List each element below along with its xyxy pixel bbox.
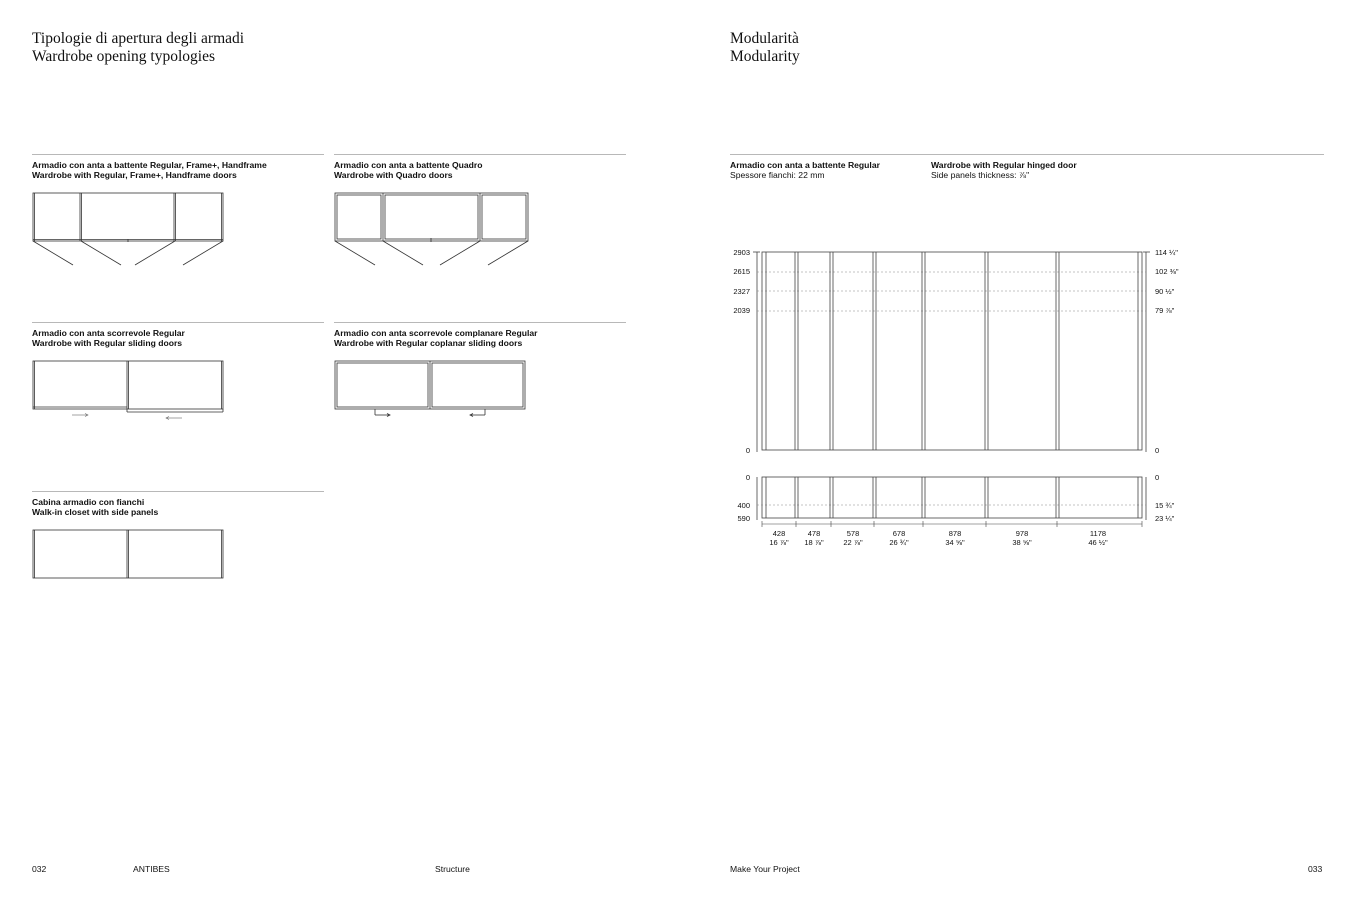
section-caption-italian: Armadio con anta a battente Quadro xyxy=(334,160,483,170)
page-number-left: 032 xyxy=(32,864,47,874)
width-label-mm: 878 xyxy=(948,529,962,538)
title-english: Wardrobe opening typologies xyxy=(32,47,215,65)
height-label-in: 114 ¼" xyxy=(1155,248,1178,257)
width-label-in: 18 ⅞" xyxy=(804,538,824,547)
section-caption-italian: Cabina armadio con fianchi xyxy=(32,497,145,507)
width-label-mm: 428 xyxy=(772,529,786,538)
height-label-in: 79 ⅞" xyxy=(1155,306,1175,315)
modularity-caption-english: Wardrobe with Regular hinged door xyxy=(931,160,1077,170)
section-caption-english: Wardrobe with Regular, Frame+, Handframe doors xyxy=(32,170,237,180)
height-label-in: 90 ½" xyxy=(1155,287,1175,296)
height-label-mm: 2039 xyxy=(733,306,750,315)
panel-thickness-italian: Spessore fianchi: 22 mm xyxy=(730,170,825,180)
modularity-caption-italian: Armadio con anta a battente Regular xyxy=(730,160,880,170)
width-label-mm: 978 xyxy=(1015,529,1029,538)
section-caption-english: Wardrobe with Regular coplanar sliding doors xyxy=(334,338,523,348)
depth-label-in: 15 ¾" xyxy=(1155,501,1175,510)
width-label-in: 38 ⅝" xyxy=(1012,538,1032,547)
section-caption-italian: Armadio con anta scorrevole Regular xyxy=(32,328,185,338)
title-italian: Tipologie di apertura degli armadi xyxy=(32,30,245,47)
footer-section: Structure xyxy=(435,864,470,874)
page-number-right: 033 xyxy=(1308,864,1323,874)
height-label-in: 0 xyxy=(1155,446,1160,455)
width-label-in: 16 ⅞" xyxy=(769,538,789,547)
section-caption-italian: Armadio con anta scorrevole complanare Regular xyxy=(334,328,538,338)
section-caption-english: Walk-in closet with side panels xyxy=(32,507,159,517)
width-label-in: 46 ½" xyxy=(1088,538,1108,547)
depth-label-mm: 590 xyxy=(737,514,750,523)
footer-brand: ANTIBES xyxy=(133,864,170,874)
depth-label-in: 23 ¼" xyxy=(1155,514,1175,523)
section-caption-english: Wardrobe with Quadro doors xyxy=(334,170,453,180)
height-label-mm: 0 xyxy=(745,446,750,455)
width-label-in: 26 ¾" xyxy=(889,538,909,547)
height-label-mm: 2903 xyxy=(733,248,750,257)
width-label-mm: 678 xyxy=(892,529,906,538)
width-label-mm: 478 xyxy=(807,529,821,538)
section-caption-english: Wardrobe with Regular sliding doors xyxy=(32,338,183,348)
width-label-in: 34 ⅝" xyxy=(945,538,965,547)
height-label-mm: 2615 xyxy=(733,267,750,276)
depth-label-mm: 0 xyxy=(745,473,750,482)
footer-project: Make Your Project xyxy=(730,864,800,874)
panel-thickness-english: Side panels thickness: ⅞" xyxy=(931,170,1030,180)
width-label-mm: 1178 xyxy=(1089,529,1107,538)
width-label-in: 22 ⅞" xyxy=(843,538,863,547)
height-label-in: 102 ⅜" xyxy=(1155,267,1179,276)
title-english: Modularity xyxy=(730,47,800,65)
depth-label-mm: 400 xyxy=(737,501,750,510)
height-label-mm: 2327 xyxy=(733,287,750,296)
depth-label-in: 0 xyxy=(1155,473,1160,482)
section-caption-italian: Armadio con anta a battente Regular, Frame+, Handframe xyxy=(32,160,267,170)
title-italian: Modularità xyxy=(730,30,799,47)
width-label-mm: 578 xyxy=(846,529,860,538)
